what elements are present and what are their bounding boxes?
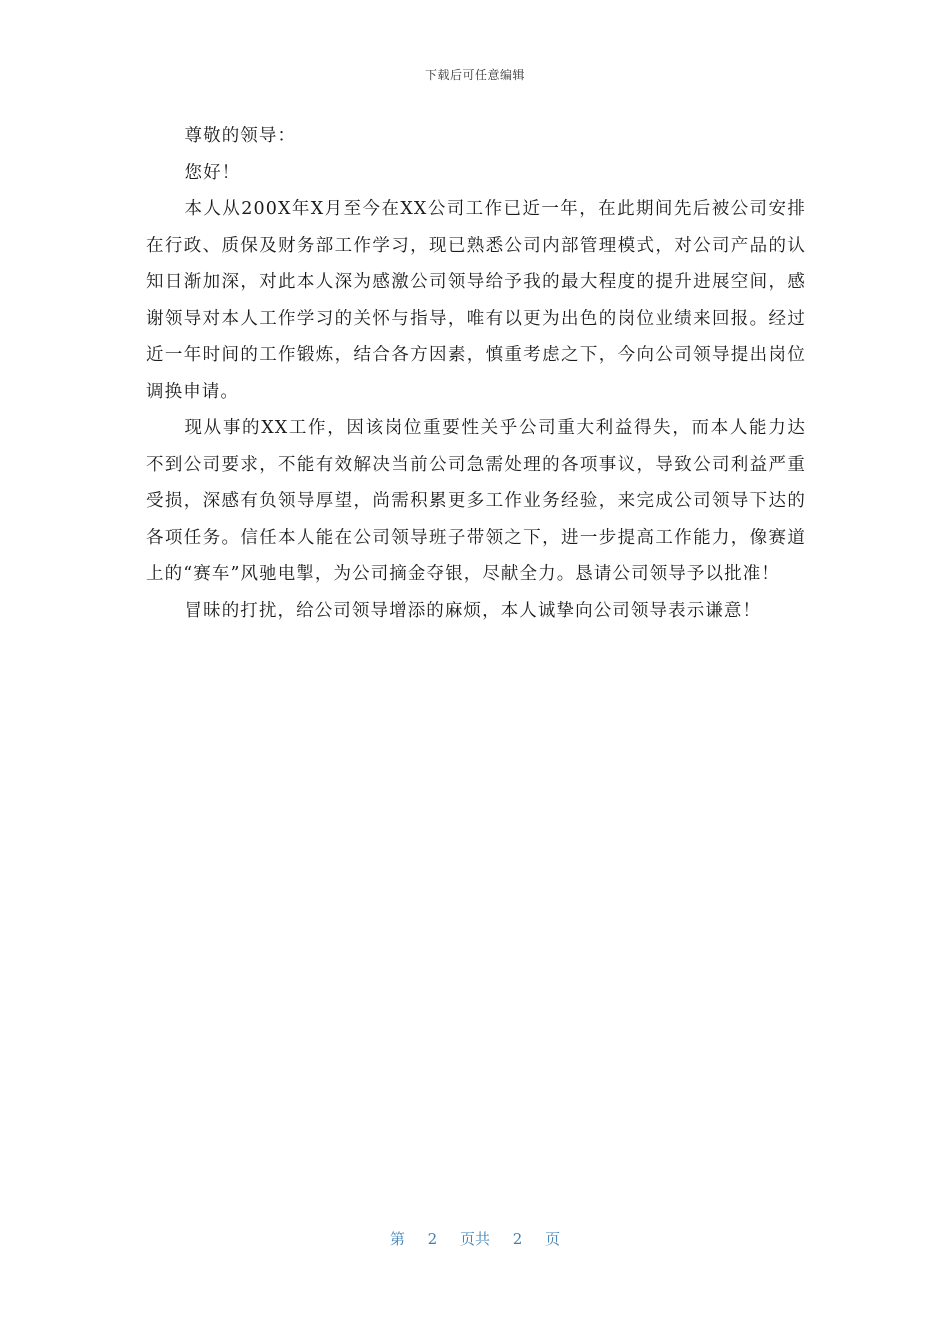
footer-suffix: 页 [545, 1230, 561, 1248]
paragraph-3: 冒昧的打扰，给公司领导增添的麻烦，本人诚挚向公司领导表示谦意！ [184, 600, 762, 621]
footer-middle: 页共 [459, 1230, 490, 1248]
paragraph-1: 本人从200X年X月至今在XX公司工作已近一年，在此期间先后被公司安排在行政、质保及财务部工作学习，现已熟悉公司内部管理模式，对公司产品的认知日渐加深，对此本人深为感激公司领导给予我的最大程度的提升进展空间，感谢领导对本人工作学习的关怀与指导，唯有以更为出色的岗位业绩来回报。经过近一年时间的工作锻炼，结合各方因素，慎重考虑之下，今向公司领导提出岗位调换申请。 [146, 199, 806, 402]
footer-total-pages: 2 [512, 1230, 523, 1248]
letter-body [146, 118, 806, 629]
footer-current-page: 2 [427, 1230, 438, 1248]
paragraph-2: 现从事的XX工作，因该岗位重要性关乎公司重大利益得失，而本人能力达不到公司要求，不能有效解决当前公司急需处理的各项事议，导致公司利益严重受损，深感有负领导厚望，尚需积累更多工作业务经验，来完成公司领导下达的各项任务。信任本人能在公司领导班子带领之下，进一步提高工作能力，像赛道上的“赛车”风驰电掣，为公司摘金夺银，尽献全力。恳请公司领导予以批准！ [146, 418, 806, 584]
page-footer [0, 1228, 950, 1249]
footer-prefix: 第 [389, 1230, 405, 1248]
salutation: 尊敬的领导： [184, 126, 297, 146]
greeting: 您好！ [184, 162, 241, 183]
header-note: 下载后可任意编辑 [424, 68, 525, 82]
